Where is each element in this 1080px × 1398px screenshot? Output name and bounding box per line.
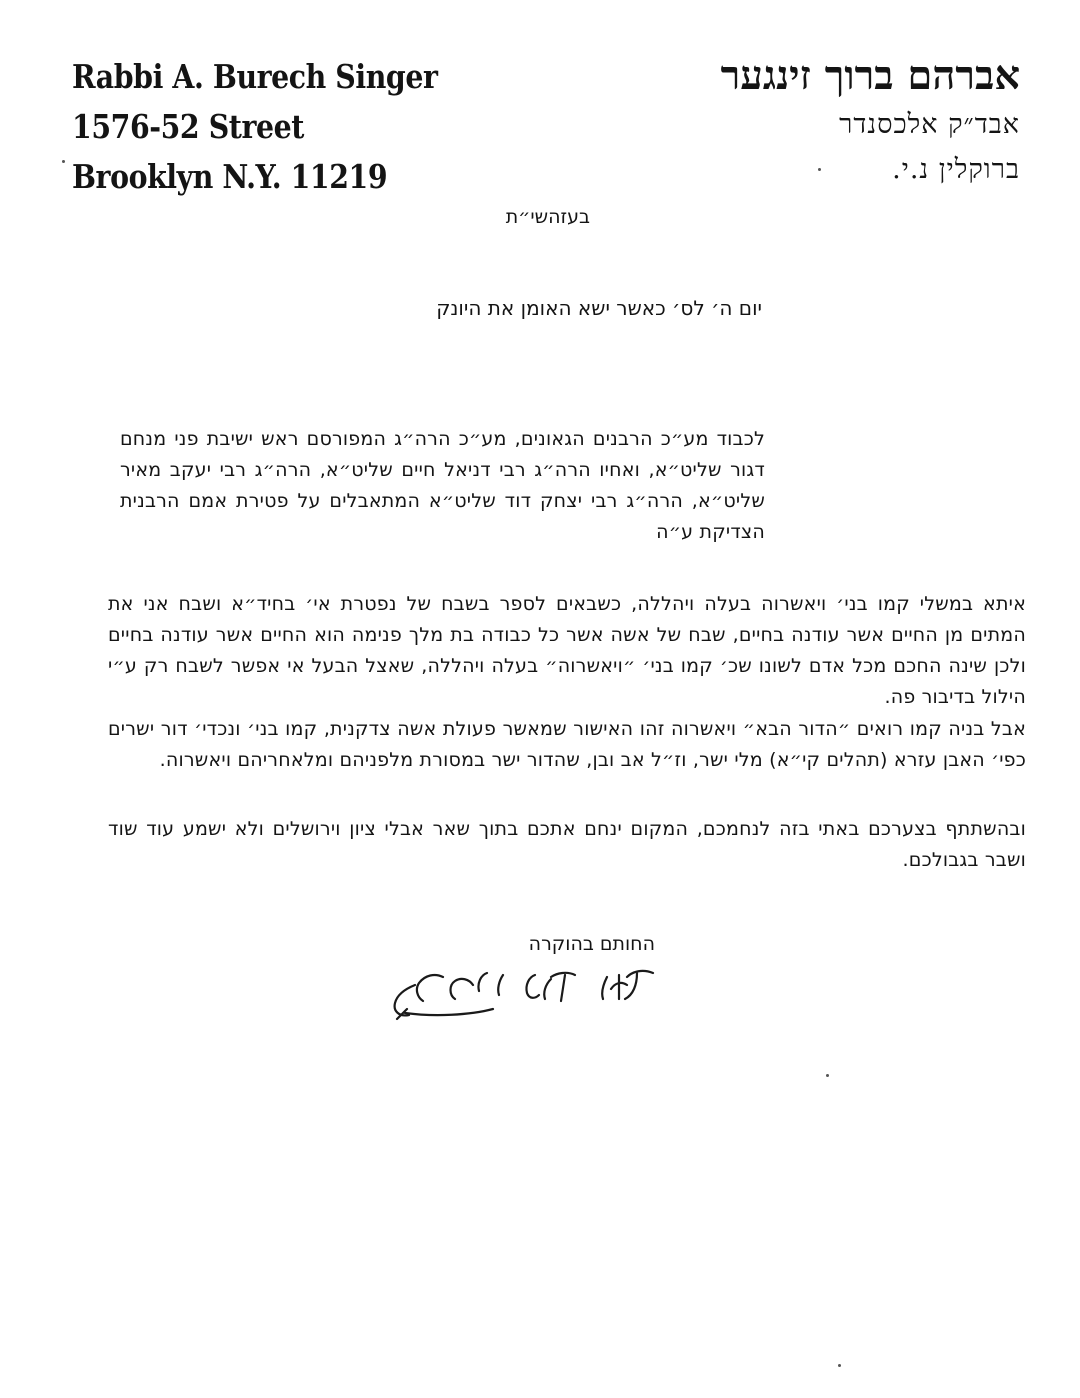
closing-line: החותם בהוקרה	[528, 933, 655, 955]
sender-name-hebrew: אברהם ברוך זינגער	[720, 52, 1020, 99]
sender-title-hebrew: אבד״ק אלכסנדר	[839, 109, 1020, 140]
scan-speck	[826, 1074, 829, 1077]
scan-speck	[838, 1364, 841, 1367]
sender-street: 1576-52 Street	[72, 107, 304, 146]
sender-city: Brooklyn N.Y. 11219	[72, 157, 388, 196]
addressee-block: לכבוד מע״כ הרבנים הגאונים, מע״כ הרה״ג המפורסם ראש ישיבת פני מנחם דגור שליט״א, ואחיו הרה״ג רבי דניאל חיים שליט״א, הרה״ג רבי יעקב מאיר שליט״א, הרה״ג רבי יצחק דוד שליט״א המתאבלים על פטירת אמם הרבנית הצדיקת ע״ה	[120, 428, 765, 543]
body-paragraph-1: איתא במשלי קמו בני׳ ויאשרוה בעלה ויהללה, כשבאים לספר בשבח של נפטרת אי׳ בחיד״א ושבח אני את המתים מן החיים אשר עודנה בחיים, שבח של אשה אשר כל כבודה בת מלך פנימה הוא החיים אשר עודנה בחיים ולכן שינה החכם מכל אדם לשונו שכ׳ קמו בני׳ ״ויאשרוה״ בעלה ויהללה, שאצל הבעל אי אפשר לשבח רק ע״י הילול בדיבור פה.	[108, 593, 1026, 708]
sender-name: Rabbi A. Burech Singer	[72, 57, 438, 96]
body-paragraph-3: ובהשתתף בצערכם באתי בזה לנחמכם, המקום ינחם אתכם בתוך שאר אבלי ציון וירושלים ולא ישמע עוד שוד ושבר בגבולכם.	[108, 818, 1026, 871]
handwritten-signature	[375, 955, 665, 1030]
bsd-heading: בעזהשי״ת	[505, 206, 590, 228]
letterhead-english	[72, 52, 437, 202]
scan-speck	[62, 160, 65, 163]
sender-city-hebrew: ברוקלין נ.י.	[892, 154, 1020, 185]
body-paragraph-2: אבל בניה קמו רואים ״הדור הבא״ ויאשרוה זהו האישור שמאשר פעולת אשה צדקנית, קמו בני׳ ונכדי׳ דור ישרים כפי׳ האבן עזרא (תהלים קי״א) מלי ישר, וז״ל אב ובן, שהדור ישר במסורת מלפניהם ומלאחריהם ויאשרוה.	[108, 718, 1026, 771]
letter-date: יום ה׳ לס׳ כאשר ישא האומן את היונק	[436, 296, 762, 320]
scan-speck	[818, 168, 821, 171]
letterhead-hebrew	[721, 50, 1020, 192]
